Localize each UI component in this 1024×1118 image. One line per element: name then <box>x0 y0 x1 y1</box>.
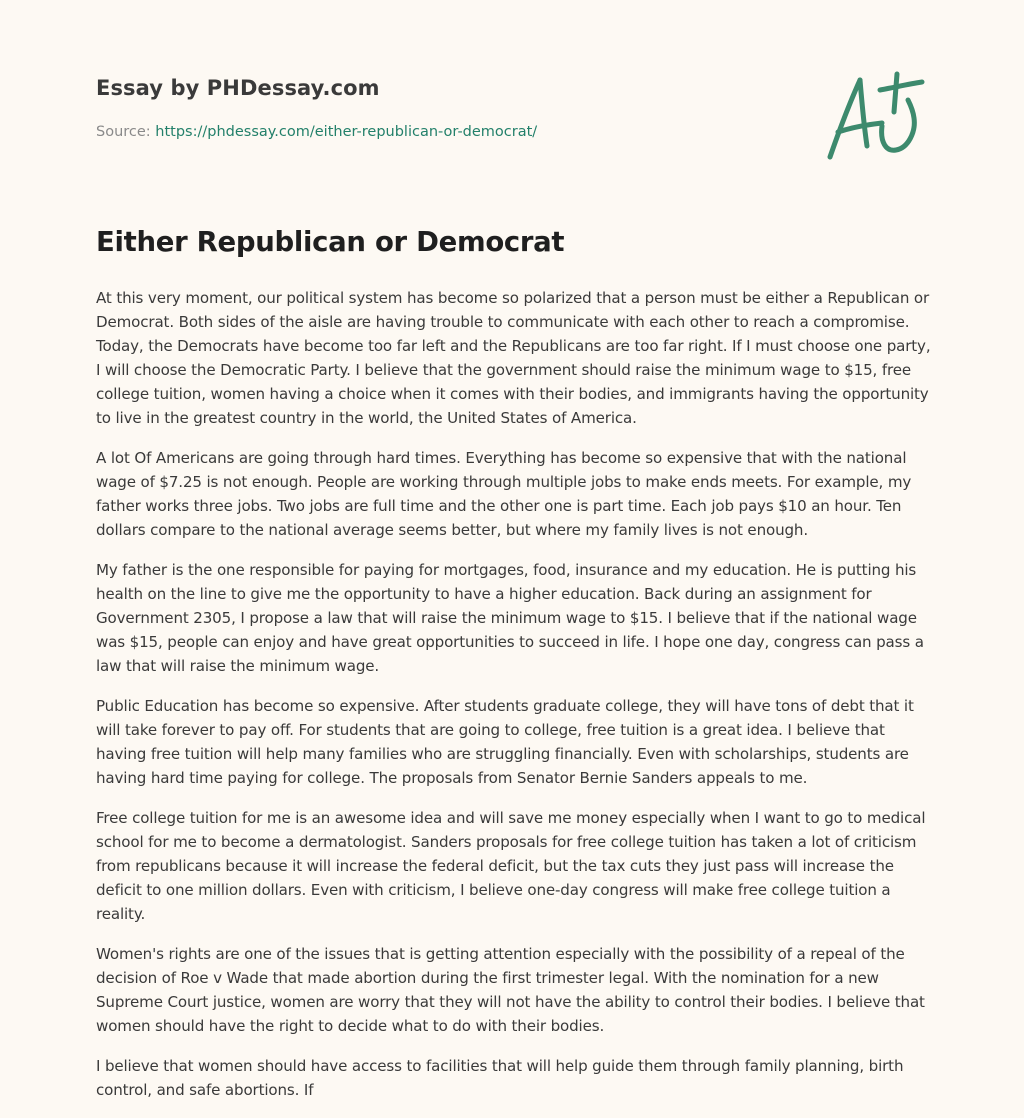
essay-paragraph: Women's rights are one of the issues that is getting attention especially with the possibility of a repeal of the decision of Roe v Wade that made abortion during the first trimester legal. With the nomination for a new Supreme Court justice, women are worry that they will not have the ability to control their bodies. I believe that women should have the right to decide what to do with their bodies. <box>96 945 925 1035</box>
a-plus-logo-icon <box>822 68 930 164</box>
essay-paragraph: Public Education has become so expensive. After students graduate college, they will have tons of debt that it will take forever to pay off. For students that are going to college, free tuition is a great idea. I believe that having free tuition will help many families who are struggling financially. Even with scholarships, students are having hard time paying for college. The proposals from Senator Bernie Sanders appeals to me. <box>96 697 914 787</box>
source-link[interactable]: https://phdessay.com/either-republican-or-democrat/ <box>155 124 538 140</box>
source-line <box>96 124 537 140</box>
essay-paragraph: A lot Of Americans are going through hard times. Everything has become so expensive that with the national wage of $7.25 is not enough. People are working through multiple jobs to make ends meets. For example, my father works three jobs. Two jobs are full time and the other one is part time. Each job pays $10 an hour. Ten dollars compare to the national average seems better, but where my family lives is not enough. <box>96 449 912 539</box>
essay-paragraph: My father is the one responsible for paying for mortgages, food, insurance and my education. He is putting his health on the line to give me the opportunity to have a higher education. Back during an assignment for Government 2305, I propose a law that will raise the minimum wage to $15. I believe that if the national wage was $15, people can enjoy and have great opportunities to succeed in life. I hope one day, congress can pass a law that will raise the minimum wage. <box>96 561 924 675</box>
essay-body <box>96 286 932 1118</box>
site-brand: Essay by PHDessay.com <box>96 76 380 100</box>
essay-paragraph: Free college tuition for me is an awesome idea and will save me money especially when I want to go to medical school for me to become a dermatologist. Sanders proposals for free college tuition has taken a lot of criticism from republicans because it will increase the federal deficit, but the tax cuts they just pass will increase the deficit to one million dollars. Even with criticism, I believe one-day congress will make free college tuition a reality. <box>96 809 926 923</box>
essay-paragraph: I believe that women should have access to facilities that will help guide them through family planning, birth control, and safe abortions. If <box>96 1057 904 1099</box>
source-label: Source: <box>96 124 156 140</box>
essay-title: Either Republican or Democrat <box>96 226 565 258</box>
essay-paragraph: At this very moment, our political system has become so polarized that a person must be either a Republican or Democrat. Both sides of the aisle are having trouble to communicate with each other to reach a compromise. Today, the Democrats have become too far left and the Republicans are too far right. If I must choose one party, I will choose the Democratic Party. I believe that the government should raise the minimum wage to $15, free college tuition, women having a choice when it comes with their bodies, and immigrants having the opportunity to live in the greatest country in the world, the United States of America. <box>96 289 931 427</box>
